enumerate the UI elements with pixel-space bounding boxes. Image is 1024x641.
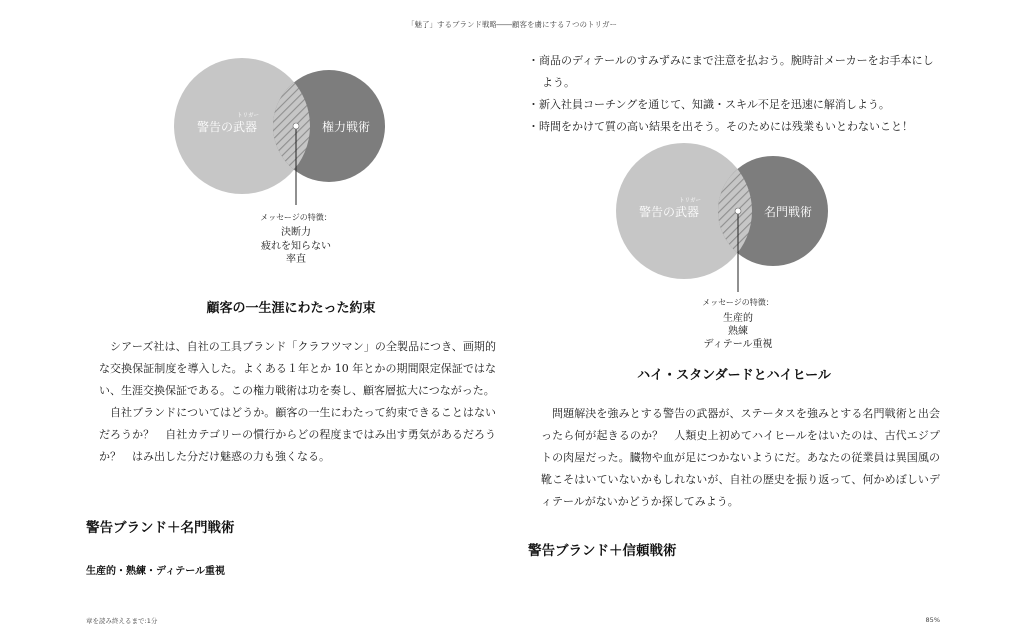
body-text xyxy=(541,403,940,513)
venn-label-left: 警告の武器 xyxy=(196,120,258,134)
features-title: メッセージの特徴： xyxy=(260,213,332,222)
venn-label-right: 名門戦術 xyxy=(763,205,813,219)
heading: 警告ブランド＋信頼戦術 xyxy=(528,543,677,559)
venn-label-left: 警告の武器 xyxy=(638,205,700,219)
feature-item: 率直 xyxy=(286,254,306,265)
venn-label-right: 権力戦術 xyxy=(321,120,371,134)
body-text xyxy=(99,336,496,468)
features-title: メッセージの特徴： xyxy=(702,298,774,307)
feature-item: ディテール重視 xyxy=(703,339,773,350)
list-item: ・新入社員コーチングを通じて、知識・スキル不足を迅速に解消しよう。 xyxy=(528,98,890,111)
book-title-header: 「魅了」するブランド戦略――顧客を虜にする７つのトリガー xyxy=(407,20,617,29)
bullet-list xyxy=(528,50,940,138)
reading-progress-percent: 85% xyxy=(925,616,940,624)
section-title: ハイ・スタンダードとハイヒール xyxy=(637,368,831,383)
venn-ruby-left: トリガー xyxy=(679,198,701,204)
section-title: 顧客の一生涯にわたった約束 xyxy=(206,301,376,316)
paragraph: シアーズ社は、自社の工具ブランド「クラフツマン」の全製品につき、画期的な交換保証制度を導入した。よくある１年とか 10 年とかの期間限定保証ではない、生涯交換保証である。この権力戦術は功を奏し、顧客層拡大につながった。 xyxy=(99,340,496,397)
feature-item: 疲れを知らない xyxy=(261,241,331,252)
reading-time-remaining: 章を読み終えるまで:1分 xyxy=(86,617,158,625)
feature-item: 決断力 xyxy=(281,227,311,238)
paragraph: 問題解決を強みとする警告の武器が、ステータスを強みとする名門戦術と出会ったら何が起きるのか？ 人類史上初めてハイヒールをはいたのは、古代エジプトの肉屋だった。臓物や血が足につかないようにだ。あなたの従業員は異国風の靴こそはいていないかもしれないが、自社の歴史を振り返って、何かめぼしいディテールがないかどうか探してみよう。 xyxy=(541,407,940,508)
subheading: 生産的・熟練・ディテール重視 xyxy=(86,566,225,577)
paragraph: 自社ブランドについてはどうか。顧客の一生にわたって約束できることはないだろうか？ 自社カテゴリーの慣行からどの程度まではみ出す勇気があるだろうか？ はみ出した分だけ魅惑の力も強くなる。 xyxy=(99,406,496,463)
heading: 警告ブランド＋名門戦術 xyxy=(86,520,235,536)
venn-ruby-left: トリガー xyxy=(237,113,259,119)
venn-diagram-right xyxy=(612,140,842,300)
feature-item: 生産的 xyxy=(723,313,753,324)
feature-item: 熟練 xyxy=(728,326,748,337)
list-item: ・商品のディテールのすみずみにまで注意を払おう。腕時計メーカーをお手本にしよう。 xyxy=(528,54,934,89)
venn-diagram-left xyxy=(170,55,400,215)
list-item: ・時間をかけて質の高い結果を出そう。そのためには残業もいとわないこと！ xyxy=(528,120,913,133)
